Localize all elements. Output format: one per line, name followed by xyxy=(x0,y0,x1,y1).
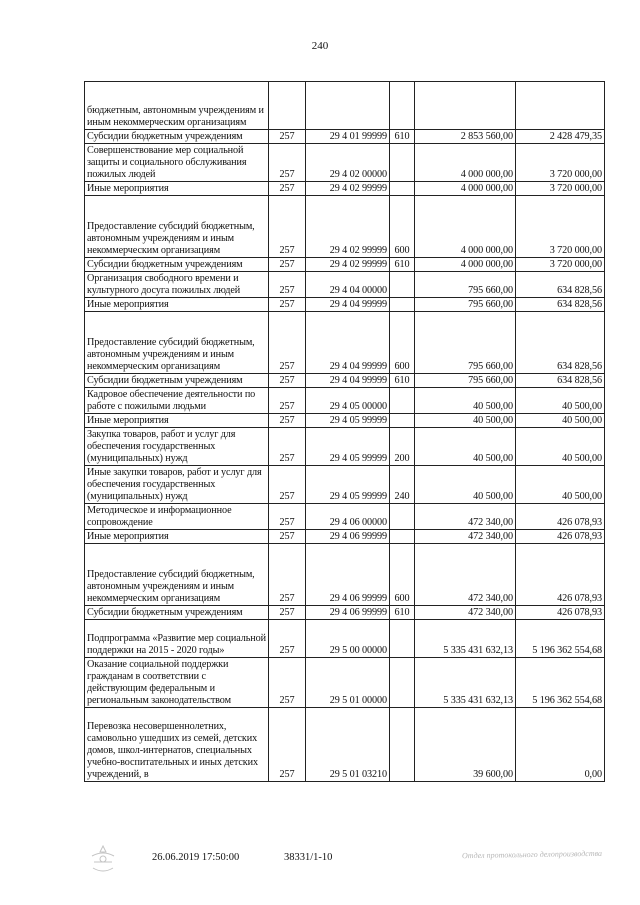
cell-plan: 795 660,00 xyxy=(415,272,516,298)
table-row xyxy=(85,606,605,620)
cell-code: 257 xyxy=(269,620,306,658)
cell-code: 257 xyxy=(269,466,306,504)
cell-code: 257 xyxy=(269,606,306,620)
cell-type xyxy=(390,272,415,298)
cell-exec: 3 720 000,00 xyxy=(516,182,605,196)
cell-name: Перевозка несовершеннолетних, самовольно ушедших из семей, детских домов, школ-интернатов, специальных учебно-воспитательных и иных детских учреждений, в xyxy=(85,708,269,782)
footer-doc-number: 38331/1-10 xyxy=(284,852,333,863)
cell-plan: 2 853 560,00 xyxy=(415,130,516,144)
table-row xyxy=(85,708,605,782)
page-footer xyxy=(0,850,640,880)
cell-csr: 29 4 05 00000 xyxy=(306,388,390,414)
cell-type: 610 xyxy=(390,258,415,272)
cell-exec: 5 196 362 554,68 xyxy=(516,620,605,658)
table-row xyxy=(85,504,605,530)
cell-exec: 0,00 xyxy=(516,708,605,782)
cell-code: 257 xyxy=(269,428,306,466)
cell-plan: 4 000 000,00 xyxy=(415,182,516,196)
cell-code: 257 xyxy=(269,312,306,374)
cell-code: 257 xyxy=(269,388,306,414)
cell-type: 600 xyxy=(390,196,415,258)
cell-name: Предоставление субсидий бюджетным, автономным учреждениям и иным некоммерческим организациям xyxy=(85,196,269,258)
cell-plan: 795 660,00 xyxy=(415,298,516,312)
budget-table xyxy=(84,81,605,782)
cell-name: Предоставление субсидий бюджетным, автономным учреждениям и иным некоммерческим организациям xyxy=(85,544,269,606)
cell-exec: 2 428 479,35 xyxy=(516,130,605,144)
table-row xyxy=(85,428,605,466)
cell-type: 610 xyxy=(390,606,415,620)
cell-exec: 5 196 362 554,68 xyxy=(516,658,605,708)
cell-plan: 5 335 431 632,13 xyxy=(415,620,516,658)
cell-type xyxy=(390,298,415,312)
cell-name: Совершенствование мер социальной защиты и социального обслуживания пожилых людей xyxy=(85,144,269,182)
cell-plan: 39 600,00 xyxy=(415,708,516,782)
cell-name: Иные мероприятия xyxy=(85,298,269,312)
cell-code: 257 xyxy=(269,272,306,298)
cell-name: Методическое и информационное сопровождение xyxy=(85,504,269,530)
cell-exec: 3 720 000,00 xyxy=(516,144,605,182)
cell-plan: 472 340,00 xyxy=(415,530,516,544)
cell-plan: 40 500,00 xyxy=(415,466,516,504)
cell-csr: 29 5 01 03210 xyxy=(306,708,390,782)
cell-plan: 40 500,00 xyxy=(415,428,516,466)
cell-code: 257 xyxy=(269,258,306,272)
table-row xyxy=(85,414,605,428)
cell-csr: 29 4 05 99999 xyxy=(306,414,390,428)
cell-plan: 40 500,00 xyxy=(415,388,516,414)
cell-name: Иные мероприятия xyxy=(85,530,269,544)
cell-csr: 29 4 01 99999 xyxy=(306,130,390,144)
cell-name: Субсидии бюджетным учреждениям xyxy=(85,374,269,388)
table-row xyxy=(85,258,605,272)
cell-exec: 426 078,93 xyxy=(516,504,605,530)
cell-csr: 29 4 06 99999 xyxy=(306,606,390,620)
cell-type xyxy=(390,388,415,414)
cell-csr: 29 4 02 99999 xyxy=(306,182,390,196)
cell-type xyxy=(390,182,415,196)
cell-code: 257 xyxy=(269,544,306,606)
cell-exec: 426 078,93 xyxy=(516,544,605,606)
cell-exec: 40 500,00 xyxy=(516,428,605,466)
table-row xyxy=(85,544,605,606)
cell-name: Организация свободного времени и культурного досуга пожилых людей xyxy=(85,272,269,298)
cell-code: 257 xyxy=(269,504,306,530)
table-row xyxy=(85,144,605,182)
cell-name: Предоставление субсидий бюджетным, автономным учреждениям и иным некоммерческим организациям xyxy=(85,312,269,374)
table-row xyxy=(85,272,605,298)
cell-type: 200 xyxy=(390,428,415,466)
cell-name: Подпрограмма «Развитие мер социальной поддержки на 2015 - 2020 годы» xyxy=(85,620,269,658)
cell-name: Иные мероприятия xyxy=(85,182,269,196)
cell-csr: 29 4 05 99999 xyxy=(306,428,390,466)
faded-stamp: Отдел протокольного делопроизводства xyxy=(461,848,603,861)
cell-plan: 472 340,00 xyxy=(415,504,516,530)
cell-exec: 3 720 000,00 xyxy=(516,196,605,258)
table-row xyxy=(85,388,605,414)
cell-csr xyxy=(306,82,390,130)
budget-table-body xyxy=(85,82,605,782)
cell-exec: 40 500,00 xyxy=(516,414,605,428)
cell-exec: 40 500,00 xyxy=(516,388,605,414)
table-row xyxy=(85,182,605,196)
seal-icon xyxy=(86,844,120,876)
cell-exec: 634 828,56 xyxy=(516,272,605,298)
cell-type: 610 xyxy=(390,130,415,144)
cell-exec: 634 828,56 xyxy=(516,312,605,374)
cell-type xyxy=(390,620,415,658)
cell-plan: 5 335 431 632,13 xyxy=(415,658,516,708)
cell-code: 257 xyxy=(269,374,306,388)
cell-code: 257 xyxy=(269,130,306,144)
table-row xyxy=(85,196,605,258)
cell-exec: 634 828,56 xyxy=(516,298,605,312)
cell-code: 257 xyxy=(269,182,306,196)
cell-name: Субсидии бюджетным учреждениям xyxy=(85,606,269,620)
cell-plan xyxy=(415,82,516,130)
cell-code xyxy=(269,82,306,130)
cell-csr: 29 4 04 00000 xyxy=(306,272,390,298)
cell-name: Иные закупки товаров, работ и услуг для обеспечения государственных (муниципальных) нужд xyxy=(85,466,269,504)
cell-exec: 3 720 000,00 xyxy=(516,258,605,272)
table-row xyxy=(85,312,605,374)
cell-csr: 29 4 06 00000 xyxy=(306,504,390,530)
table-row xyxy=(85,658,605,708)
cell-plan: 40 500,00 xyxy=(415,414,516,428)
cell-code: 257 xyxy=(269,414,306,428)
cell-csr: 29 4 04 99999 xyxy=(306,374,390,388)
cell-type xyxy=(390,144,415,182)
table-row xyxy=(85,82,605,130)
cell-type xyxy=(390,82,415,130)
cell-name: Иные мероприятия xyxy=(85,414,269,428)
table-row xyxy=(85,374,605,388)
table-row xyxy=(85,130,605,144)
cell-type: 240 xyxy=(390,466,415,504)
cell-code: 257 xyxy=(269,144,306,182)
cell-code: 257 xyxy=(269,708,306,782)
cell-plan: 795 660,00 xyxy=(415,374,516,388)
cell-plan: 4 000 000,00 xyxy=(415,258,516,272)
cell-name: Закупка товаров, работ и услуг для обеспечения государственных (муниципальных) нужд xyxy=(85,428,269,466)
footer-date: 26.06.2019 17:50:00 xyxy=(152,852,240,863)
cell-code: 257 xyxy=(269,196,306,258)
cell-plan: 4 000 000,00 xyxy=(415,196,516,258)
cell-csr: 29 4 05 99999 xyxy=(306,466,390,504)
cell-type xyxy=(390,504,415,530)
cell-csr: 29 4 04 99999 xyxy=(306,312,390,374)
cell-exec: 634 828,56 xyxy=(516,374,605,388)
cell-csr: 29 5 01 00000 xyxy=(306,658,390,708)
cell-exec: 40 500,00 xyxy=(516,466,605,504)
cell-exec: 426 078,93 xyxy=(516,530,605,544)
cell-type: 600 xyxy=(390,312,415,374)
cell-plan: 4 000 000,00 xyxy=(415,144,516,182)
table-row xyxy=(85,298,605,312)
cell-plan: 472 340,00 xyxy=(415,606,516,620)
table-row xyxy=(85,530,605,544)
cell-name: Оказание социальной поддержки гражданам в соответствии с действующим федеральным и региональным законодательством xyxy=(85,658,269,708)
cell-name: Кадровое обеспечение деятельности по работе с пожилыми людьми xyxy=(85,388,269,414)
cell-name: бюджетным, автономным учреждениям и иным некоммерческим организациям xyxy=(85,82,269,130)
cell-type xyxy=(390,658,415,708)
cell-code: 257 xyxy=(269,530,306,544)
cell-plan: 472 340,00 xyxy=(415,544,516,606)
cell-plan: 795 660,00 xyxy=(415,312,516,374)
cell-type xyxy=(390,414,415,428)
page-number: 240 xyxy=(311,40,329,52)
cell-csr: 29 4 02 00000 xyxy=(306,144,390,182)
cell-exec xyxy=(516,82,605,130)
cell-name: Субсидии бюджетным учреждениям xyxy=(85,130,269,144)
cell-exec: 426 078,93 xyxy=(516,606,605,620)
cell-csr: 29 4 04 99999 xyxy=(306,298,390,312)
cell-type: 610 xyxy=(390,374,415,388)
cell-code: 257 xyxy=(269,658,306,708)
cell-type xyxy=(390,530,415,544)
cell-csr: 29 4 06 99999 xyxy=(306,530,390,544)
cell-type xyxy=(390,708,415,782)
cell-csr: 29 4 02 99999 xyxy=(306,258,390,272)
table-row xyxy=(85,620,605,658)
cell-name: Субсидии бюджетным учреждениям xyxy=(85,258,269,272)
cell-type: 600 xyxy=(390,544,415,606)
cell-csr: 29 4 06 99999 xyxy=(306,544,390,606)
table-row xyxy=(85,466,605,504)
cell-csr: 29 5 00 00000 xyxy=(306,620,390,658)
cell-csr: 29 4 02 99999 xyxy=(306,196,390,258)
cell-code: 257 xyxy=(269,298,306,312)
